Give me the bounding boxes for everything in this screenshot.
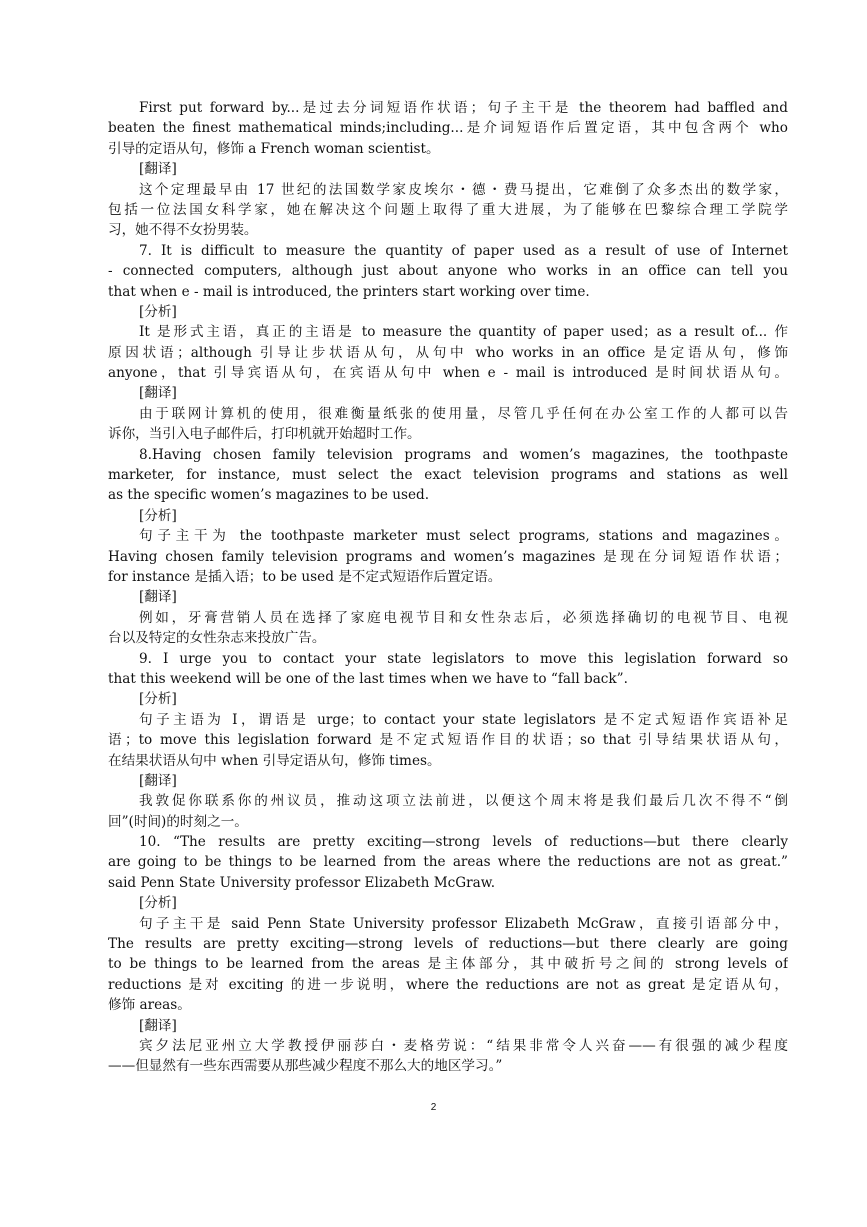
text-line: 修饰 areas。 (108, 997, 191, 1014)
text-line: [分析] (139, 303, 177, 320)
text-line: ——但显然有一些东西需要从那些减少程度不那么大的地区学习。” (108, 1058, 503, 1075)
text-line: 引导的定语从句，修饰 a French woman scientist。 (108, 140, 440, 157)
text-line: The results are pretty exciting—strong levels of reductions—but there clearly are going (108, 936, 788, 953)
text-line: 回”(时间)的时刻之一。 (108, 813, 248, 830)
text-line: 例如，牙膏营销人员在选择了家庭电视节目和女性杂志后，必须选择确切的电视节目、电视 (139, 609, 788, 626)
text-line: [翻译] (139, 772, 177, 789)
text-line: 包括一位法国女科学家，她在解决这个问题上取得了重大进展，为了能够在巴黎综合理工学院学 (108, 201, 788, 218)
text-line: 10. “The results are pretty exciting—strong levels of reductions—but there clearly (139, 834, 788, 851)
text-line: 句子主语为 I，谓语是 urge；to contact your state legislators 是不定式短语作宾语补足 (139, 711, 788, 728)
text-line: First put forward by...是过去分词短语作状语；句子主干是 the theorem had baffled and (139, 100, 788, 116)
text-line: 由于联网计算机的使用，很难衡量纸张的使用量，尽管几乎任何在办公室工作的人都可以告 (139, 405, 788, 422)
text-line: [翻译] (139, 589, 177, 606)
text-line: 句子主干是 said Penn State University professor Elizabeth McGraw，直接引语部分中， (139, 915, 788, 932)
text-line: [分析] (139, 691, 177, 708)
document-body (108, 98, 788, 1077)
text-line: Having chosen family television programs and women’s magazines 是现在分词短语作状语； (108, 548, 788, 565)
text-line: 宾夕法尼亚州立大学教授伊丽莎白・麦格劳说：“结果非常令人兴奋——有很强的减少程度 (139, 1037, 788, 1054)
text-line: 句子主干为 the toothpaste marketer must select programs, stations and magazines。 (139, 528, 788, 545)
text-line: are going to be things to be learned from the areas where the reductions are not as great.” (108, 854, 788, 871)
text-line: - connected computers, although just about anyone who works in an office can tell you (108, 263, 788, 280)
text-line: 台以及特定的女性杂志来投放广告。 (108, 630, 326, 647)
text-line: 8.Having chosen family television programs and women’s magazines, the toothpaste (139, 446, 788, 463)
text-line: 语；to move this legislation forward 是不定式短语作目的状语；so that 引导结果状语从句， (108, 732, 788, 749)
text-line: that when e - mail is introduced, the printers start working over time. (108, 283, 590, 300)
text-line: 习，她不得不女扮男装。 (108, 222, 258, 239)
text-line: [翻译] (139, 385, 177, 402)
text-line: anyone，that 引导宾语从句，在宾语从句中 when e - mail is introduced 是时间状语从句。 (108, 365, 788, 382)
text-line: marketer, for instance, must select the exact television programs and stations as well (108, 467, 788, 484)
text-line: to be things to be learned from the areas 是主体部分，其中破折号之间的 strong levels of (108, 956, 788, 973)
text-line: as the specific women’s magazines to be used. (108, 487, 430, 504)
text-line: 我敦促你联系你的州议员，推动这项立法前进，以便这个周末将是我们最后几次不得不“倒 (139, 793, 788, 810)
text-line: that this weekend will be one of the last times when we have to “fall back”. (108, 670, 628, 687)
page-number: 2 (430, 1102, 437, 1113)
text-line: beaten the finest mathematical minds;including...是介词短语作后置定语，其中包含两个 who (108, 120, 788, 137)
text-line: 9. I urge you to contact your state legislators to move this legislation forward so (139, 650, 788, 667)
text-line: 7. It is difficult to measure the quantity of paper used as a result of use of Internet (139, 242, 788, 259)
text-line: 诉你，当引入电子邮件后，打印机就开始超时工作。 (108, 426, 421, 443)
text-line: [翻译] (139, 1017, 177, 1034)
text-line: reductions 是对 exciting 的进一步说明，where the reductions are not as great 是定语从句， (108, 976, 788, 993)
text-line: for instance 是插入语；to be used 是不定式短语作后置定语。 (108, 568, 502, 585)
text-line: It 是形式主语，真正的主语是 to measure the quantity of paper used；as a result of... 作 (139, 324, 788, 341)
text-line: [翻译] (139, 161, 177, 178)
text-line: 这个定理最早由 17 世纪的法国数学家皮埃尔・德・费马提出，它难倒了众多杰出的数学家， (139, 181, 788, 198)
text-line: 在结果状语从句中 when 引导定语从句，修饰 times。 (108, 752, 441, 769)
text-line: said Penn State University professor Elizabeth McGraw. (108, 874, 496, 891)
text-line: 原因状语；although 引导让步状语从句，从句中 who works in an office 是定语从句，修饰 (108, 344, 788, 361)
text-line: [分析] (139, 895, 177, 912)
text-line: [分析] (139, 507, 177, 524)
